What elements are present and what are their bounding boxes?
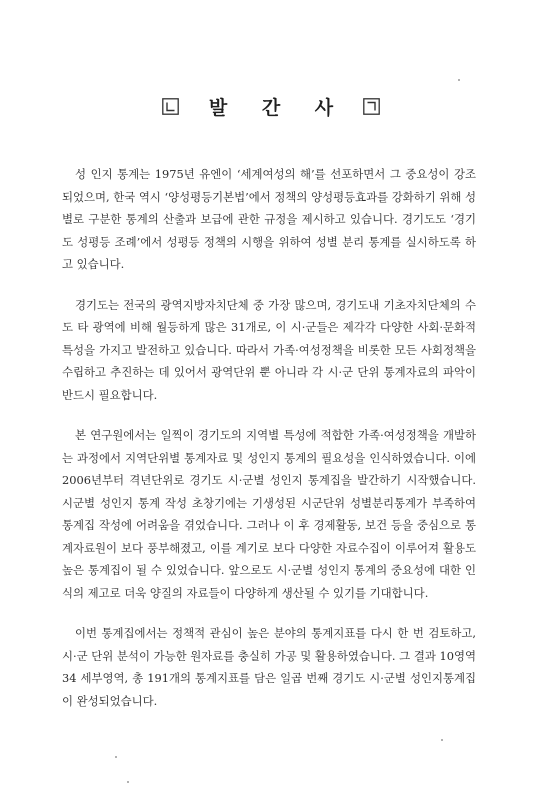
scan-speck bbox=[458, 79, 460, 81]
title-row bbox=[0, 93, 542, 119]
scan-speck bbox=[441, 739, 443, 741]
paragraph: 경기도는 전국의 광역지방자치단체 중 가장 많으며, 경기도내 기초자치단체의 수도 타 광역에 비해 월등하게 많은 31개로, 이 시·군들은 제각각 다양한 사회·문화적 특성을 가지고 발전하고 있습니다. 따라서 가족·여성정책을 비롯한 모든 사회정책을 수립하고 추진하는 데 있어서 광역단위 뿐 아니라 각 시·군 단위 통계자료의 파악이 반드시 필요합니다. bbox=[62, 297, 476, 402]
scan-speck bbox=[127, 781, 129, 783]
paragraph: 성 인지 통계는 1975년 유엔이 ‘세계여성의 해’를 선포하면서 그 중요성이 강조되었으며, 한국 역시 ‘양성평등기본법’에서 정책의 양성평등효과를 강화하기 위해 성별로 구분한 통계의 산출과 보급에 관한 규정을 제시하고 있습니다. 경기도도 ‘경기도 성평등 조례’에서 성평등 정책의 시행을 위하여 성별 분리 통계를 실시하도록 하고 있습니다. bbox=[62, 167, 476, 271]
scan-speck bbox=[115, 756, 117, 758]
paragraph: 본 연구원에서는 일찍이 경기도의 지역별 특성에 적합한 가족·여성정책을 개발하는 과정에서 지역단위별 통계자료 및 성인지 통계의 필요성을 인식하였습니다. 이에 2006년부터 격년단위로 경기도 시·군별 성인지 통계집을 발간하기 시작했습니다. 시군별 성인지 통계 작성 초창기에는 기생성된 시군단위 성별분리통계가 부족하여 통계집 작성에 어려움을 겪었습니다. 그러나 이 후 경제활동, 보건 등을 중심으로 통계자료원이 보다 풍부해졌고, 이를 계기로 보다 다양한 자료수집이 이루어져 활용도 높은 통계집이 될 수 있었습니다. 앞으로도 시·군별 성인지 통계의 중요성에 대한 인식의 제고로 더욱 양질의 자료들이 다양하게 생산될 수 있기를 기대합니다. bbox=[62, 428, 476, 600]
paragraph: 이번 통계집에서는 정책적 관심이 높은 분야의 통계지표를 다시 한 번 검토하고, 시·군 단위 분석이 가능한 원자료를 충실히 가공 및 활용하였습니다. 그 결과 10영역 34 세부영역, 총 191개의 통계지표를 담은 일곱 번째 경기도 시·군별 성인지통계집이 완성되었습니다. bbox=[62, 626, 476, 708]
corner-bracket-icon-left bbox=[162, 98, 179, 115]
page-title: 발 간 사 bbox=[208, 96, 348, 119]
preface-body bbox=[62, 163, 476, 730]
corner-bracket-icon-right bbox=[363, 98, 380, 115]
